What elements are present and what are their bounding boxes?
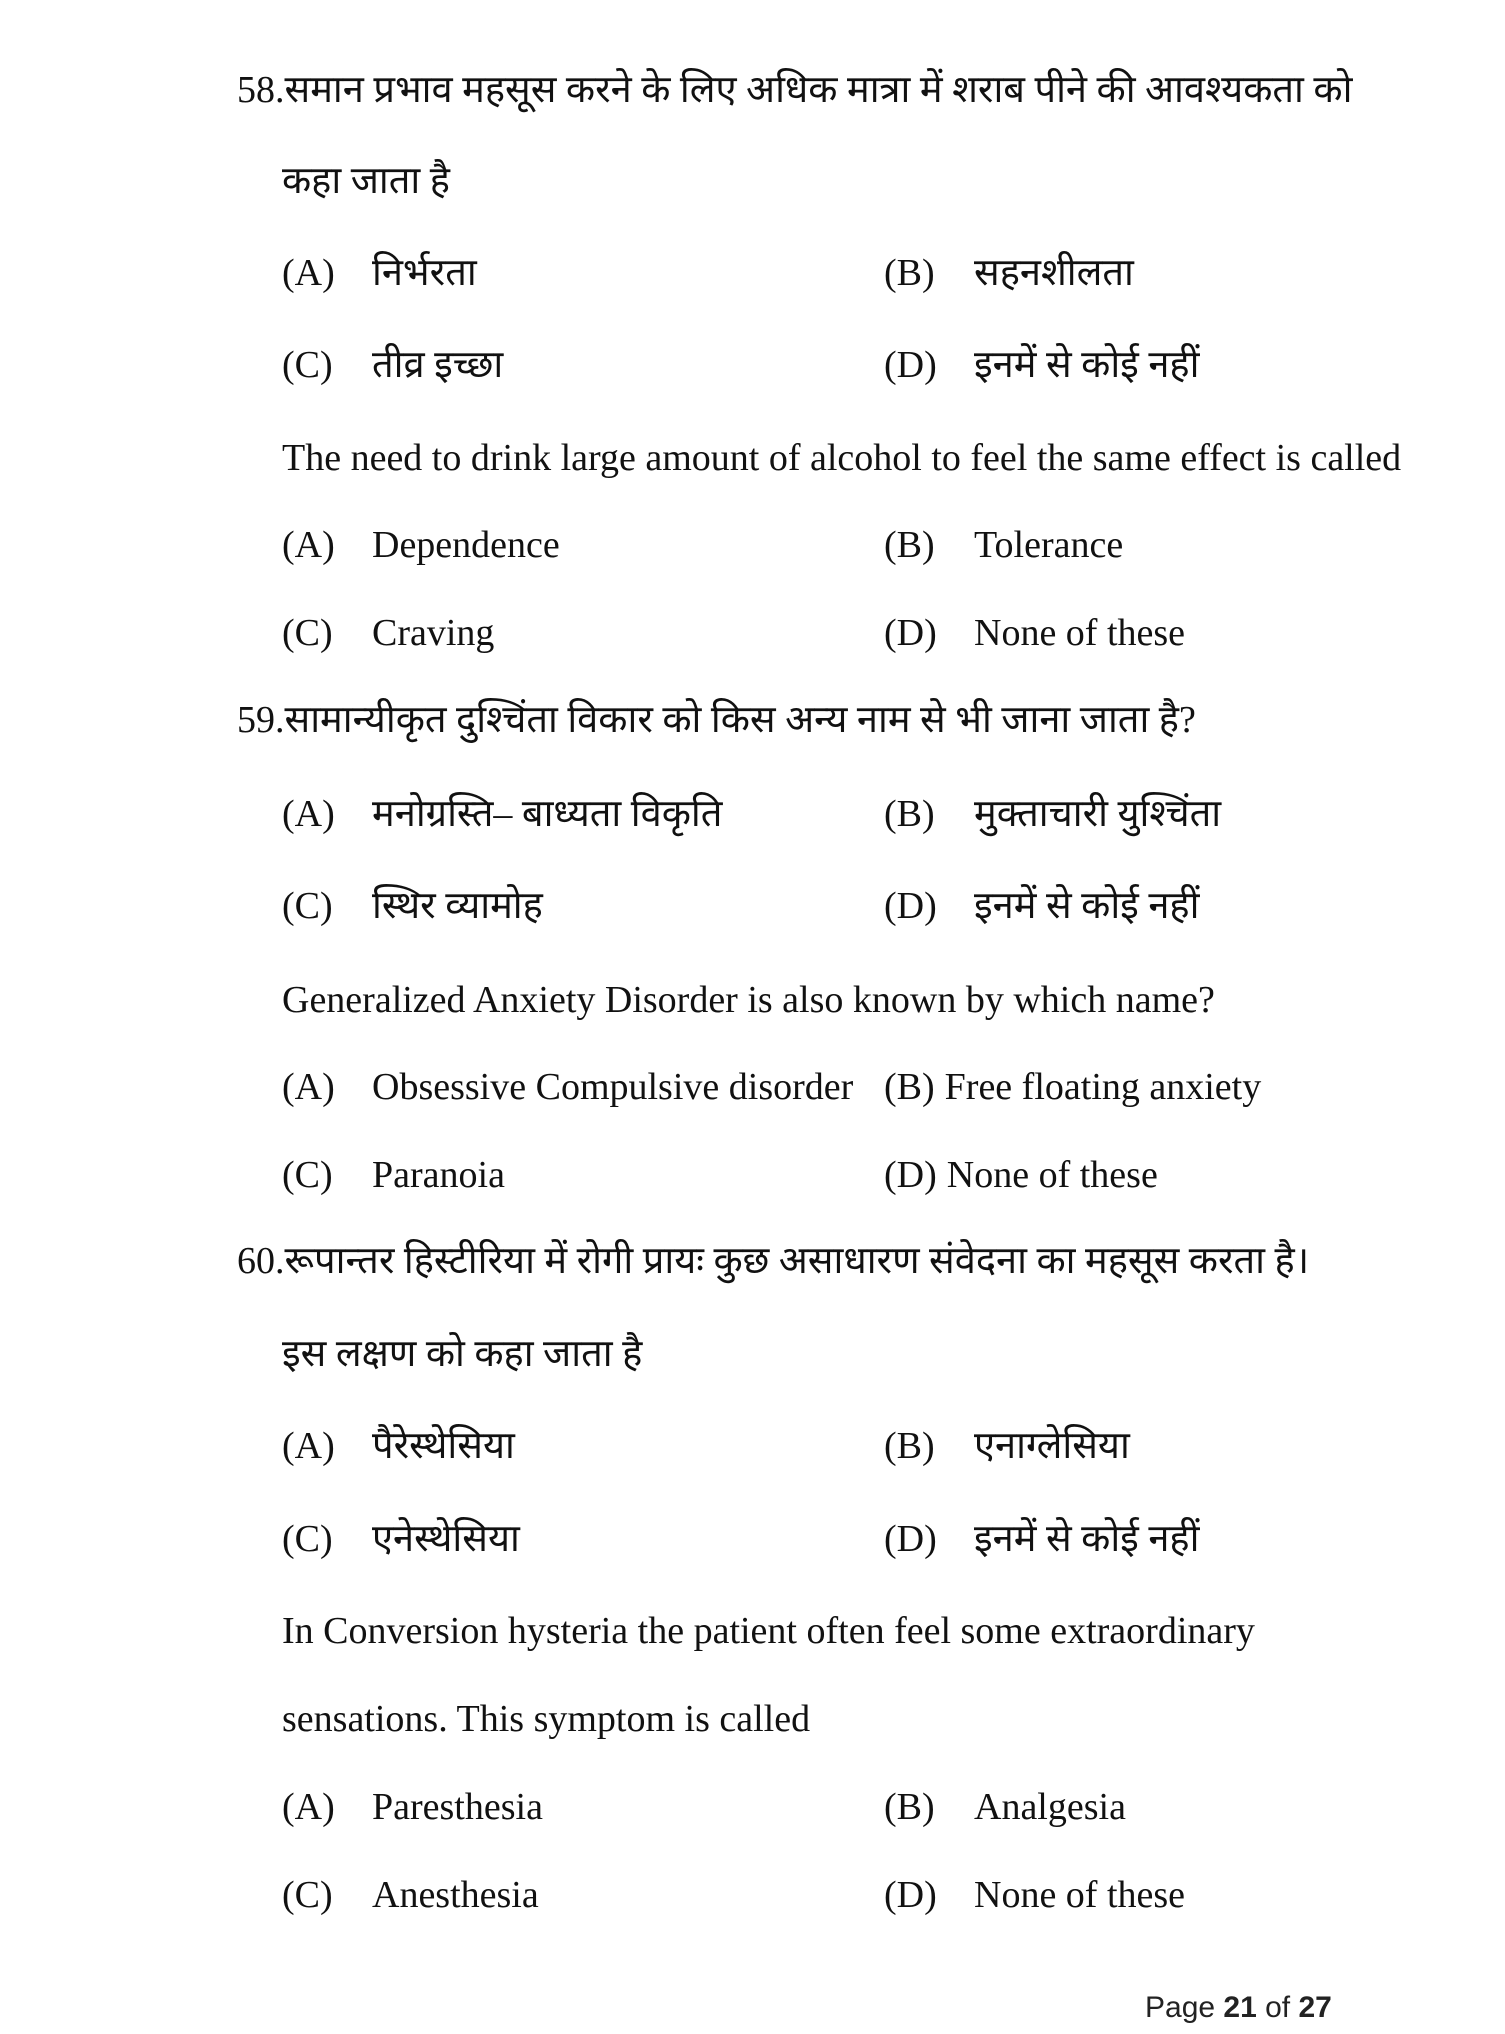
option-label: (D) [884, 1874, 937, 1916]
option-text: इनमें से कोई नहीं [974, 885, 1200, 927]
q58-english-option-a [282, 526, 560, 564]
option-text: Free floating anxiety [944, 1066, 1262, 1108]
option-label: (D) [884, 1154, 937, 1196]
q58-english-option-c [282, 614, 494, 652]
q59-hindi-option-d [884, 887, 1199, 925]
option-text: None of these [974, 1874, 1186, 1916]
question-60-hindi-line-1 [237, 1242, 1309, 1280]
q59-english-option-d [884, 1156, 1158, 1194]
option-label: (D) [884, 1518, 937, 1560]
option-label: (A) [282, 1786, 335, 1828]
question-58-english: The need to drink large amount of alcohol to feel the same effect is called [282, 437, 1402, 479]
option-label: (C) [282, 612, 333, 654]
option-text: Obsessive Compulsive disorder [372, 1066, 854, 1108]
q58-hindi-option-c [282, 346, 503, 384]
option-text: Tolerance [974, 524, 1124, 566]
q58-english-option-b [884, 526, 1123, 564]
option-text: एनाग्लेसिया [974, 1425, 1130, 1467]
question-58-hindi-line-1 [237, 71, 1352, 109]
option-label: (B) [884, 1066, 935, 1108]
question-number: 58. [237, 69, 285, 111]
question-59-english: Generalized Anxiety Disorder is also known by which name? [282, 979, 1215, 1021]
option-text: Paresthesia [372, 1786, 543, 1828]
page-middle: of [1256, 1991, 1299, 2024]
q59-hindi-option-c [282, 887, 543, 925]
option-label: (A) [282, 1425, 335, 1467]
question-59-hindi [237, 701, 1196, 739]
option-text: मुक्ताचारी युश्चिंता [974, 793, 1222, 835]
option-label: (B) [884, 793, 935, 835]
option-label: (C) [282, 344, 333, 386]
option-label: (D) [884, 344, 937, 386]
option-text: मनोग्रस्ति– बाध्यता विकृति [372, 793, 723, 835]
page-current: 21 [1223, 1991, 1257, 2024]
q60-hindi-option-c [282, 1520, 520, 1558]
option-text: स्थिर व्यामोह [372, 885, 543, 927]
question-text: समान प्रभाव महसूस करने के लिए अधिक मात्रा में शराब पीने की आवश्यकता को [284, 69, 1353, 111]
option-text: Paranoia [372, 1154, 505, 1196]
question-60-hindi-line-2: इस लक्षण को कहा जाता है [282, 1333, 643, 1375]
q59-english-option-b [884, 1068, 1261, 1106]
page-prefix: Page [1145, 1991, 1224, 2024]
q60-english-option-b [884, 1788, 1126, 1826]
q58-hindi-option-b [884, 254, 1134, 292]
page-total: 27 [1298, 1991, 1332, 2024]
option-text: Anesthesia [372, 1874, 539, 1916]
q58-hindi-option-a [282, 254, 477, 292]
option-label: (D) [884, 885, 937, 927]
option-label: (D) [884, 612, 937, 654]
option-label: (C) [282, 1154, 333, 1196]
option-text: सहनशीलता [974, 252, 1134, 294]
q59-hindi-option-b [884, 795, 1221, 833]
option-text: इनमें से कोई नहीं [974, 344, 1200, 386]
question-60-english-line-1: In Conversion hysteria the patient often feel some extraordinary [282, 1610, 1255, 1652]
question-60-english-line-2: sensations. This symptom is called [282, 1698, 811, 1740]
page-number [1145, 1993, 1332, 2023]
option-label: (A) [282, 793, 335, 835]
option-label: (A) [282, 1066, 335, 1108]
q58-english-option-d [884, 614, 1185, 652]
option-label: (C) [282, 1874, 333, 1916]
q58-hindi-option-d [884, 346, 1199, 384]
option-label: (C) [282, 1518, 333, 1560]
option-text: Dependence [372, 524, 560, 566]
q60-english-option-a [282, 1788, 543, 1826]
q60-hindi-option-a [282, 1427, 515, 1465]
q60-hindi-option-d [884, 1520, 1199, 1558]
option-text: तीव्र इच्छा [372, 344, 504, 386]
q59-hindi-option-a [282, 795, 722, 833]
question-number: 60. [237, 1240, 285, 1282]
option-label: (B) [884, 252, 935, 294]
option-label: (A) [282, 252, 335, 294]
q59-english-option-a [282, 1068, 853, 1106]
q59-english-option-c [282, 1156, 505, 1194]
question-text: रूपान्तर हिस्टीरिया में रोगी प्रायः कुछ असाधारण संवेदना का महसूस करता है। [284, 1240, 1310, 1282]
option-text: Analgesia [974, 1786, 1126, 1828]
q60-hindi-option-b [884, 1427, 1130, 1465]
option-label: (B) [884, 524, 935, 566]
option-label: (B) [884, 1786, 935, 1828]
option-text: इनमें से कोई नहीं [974, 1518, 1200, 1560]
option-text: Craving [372, 612, 495, 654]
question-number: 59. [237, 699, 285, 741]
q60-english-option-c [282, 1876, 539, 1914]
option-text: None of these [974, 612, 1186, 654]
option-text: एनेस्थेसिया [372, 1518, 520, 1560]
question-text: सामान्यीकृत दुश्चिंता विकार को किस अन्य नाम से भी जाना जाता है? [284, 699, 1196, 741]
question-58-hindi-line-2: कहा जाता है [282, 160, 450, 202]
option-text: None of these [946, 1154, 1158, 1196]
option-text: निर्भरता [372, 252, 477, 294]
option-label: (C) [282, 885, 333, 927]
option-label: (A) [282, 524, 335, 566]
option-label: (B) [884, 1425, 935, 1467]
q60-english-option-d [884, 1876, 1185, 1914]
option-text: पैरेस्थेसिया [372, 1425, 515, 1467]
